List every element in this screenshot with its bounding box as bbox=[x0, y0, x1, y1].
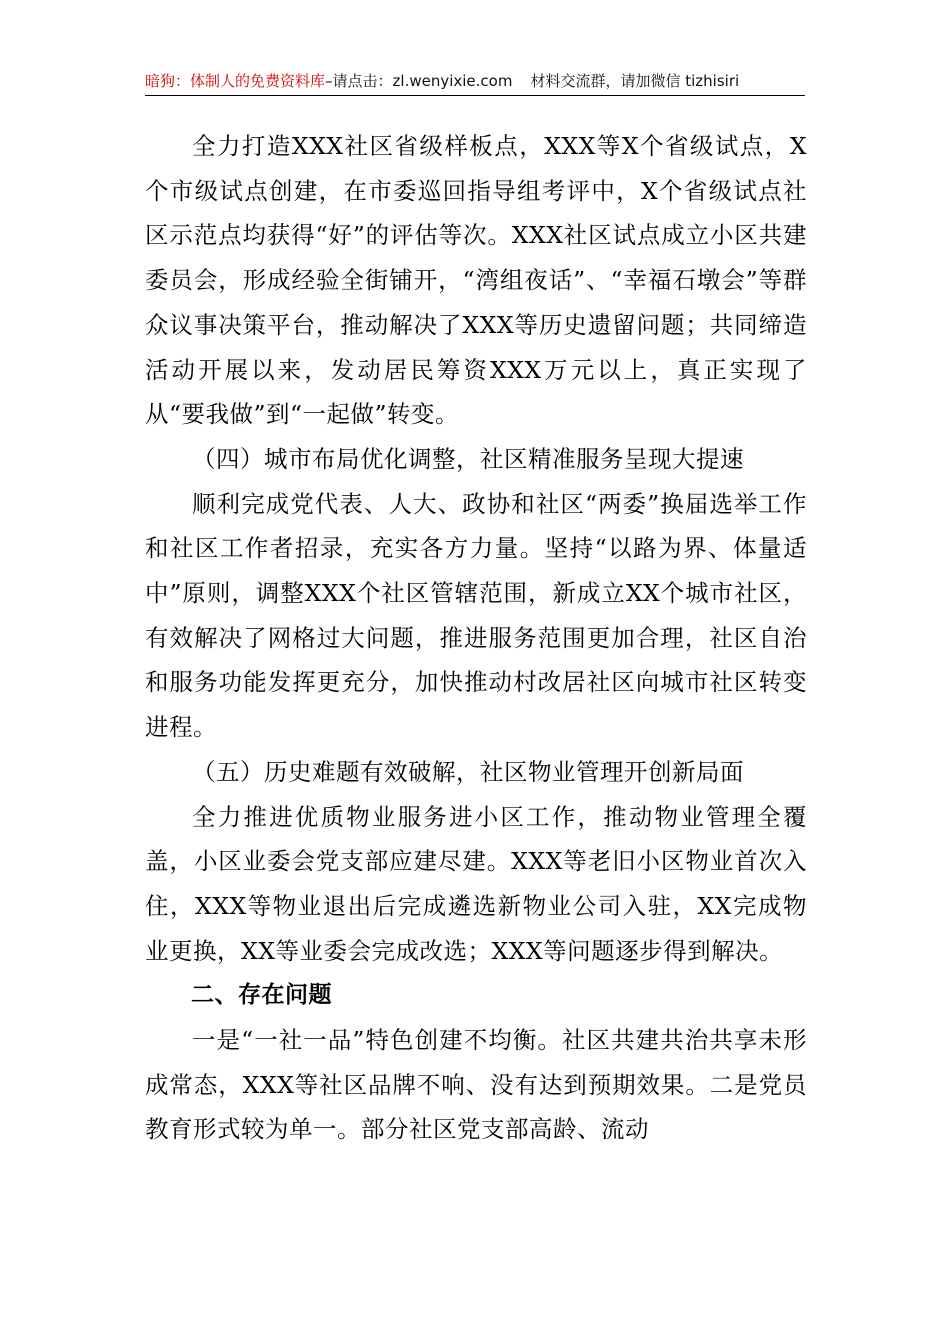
page-header bbox=[145, 70, 805, 96]
paragraph: 全力打造XXX社区省级样板点，XXX等X个省级试点，X个市级试点创建，在市委巡回指导组考评中，X个省级试点社区示范点均获得“好”的评估等次。XXX社区试点成立小区共建委员会，形成经验全街铺开，“湾组夜话”、“幸福石墩会”等群众议事决策平台，推动解决了XXX等历史遗留问题；共同缔造活动开展以来，发动居民筹资XXX万元以上，真正实现了从“要我做”到“一起做”转变。 bbox=[145, 132, 807, 429]
section-heading: 二、存在问题 bbox=[191, 982, 332, 1009]
header-link-prefix: –请点击： bbox=[325, 72, 393, 90]
header-divider bbox=[145, 95, 805, 96]
header-link-url[interactable]: zl.wenyixie.com bbox=[392, 72, 513, 90]
paragraph: 一是“一社一品”特色创建不均衡。社区共建共治共享未形成常态，XXX等社区品牌不响、没有达到预期效果。二是党员教育形式较为单一。部分社区党支部高龄、流动 bbox=[145, 1026, 807, 1144]
header-contact: 材料交流群，请加微信 tizhisiri bbox=[530, 72, 740, 90]
header-site-name: 暗狗：体制人的免费资料库 bbox=[145, 72, 326, 90]
paragraph: 全力推进优质物业服务进小区工作，推动物业管理全覆盖，小区业委会党支部应建尽建。XXX等老旧小区物业首次入住，XXX等物业退出后完成遴选新物业公司入驻，XX完成物业更换，XX等业委会完成改选；XXX等问题逐步得到解决。 bbox=[145, 802, 807, 965]
paragraph: 顺利完成党代表、人大、政协和社区“两委”换届选举工作和社区工作者招录，充实各方力量。坚持“以路为界、体量适中”原则，调整XXX个社区管辖范围，新成立XX个城市社区，有效解决了网格过大问题，推进服务范围更加合理，社区自治和服务功能发挥更充分，加快推动村改居社区向城市社区转变进程。 bbox=[145, 489, 807, 742]
subsection-heading: （五）历史难题有效破解，社区物业管理开创新局面 bbox=[192, 757, 744, 786]
document-body bbox=[145, 124, 807, 1152]
subsection-heading: （四）城市布局优化调整，社区精准服务呈现大提速 bbox=[192, 444, 744, 473]
